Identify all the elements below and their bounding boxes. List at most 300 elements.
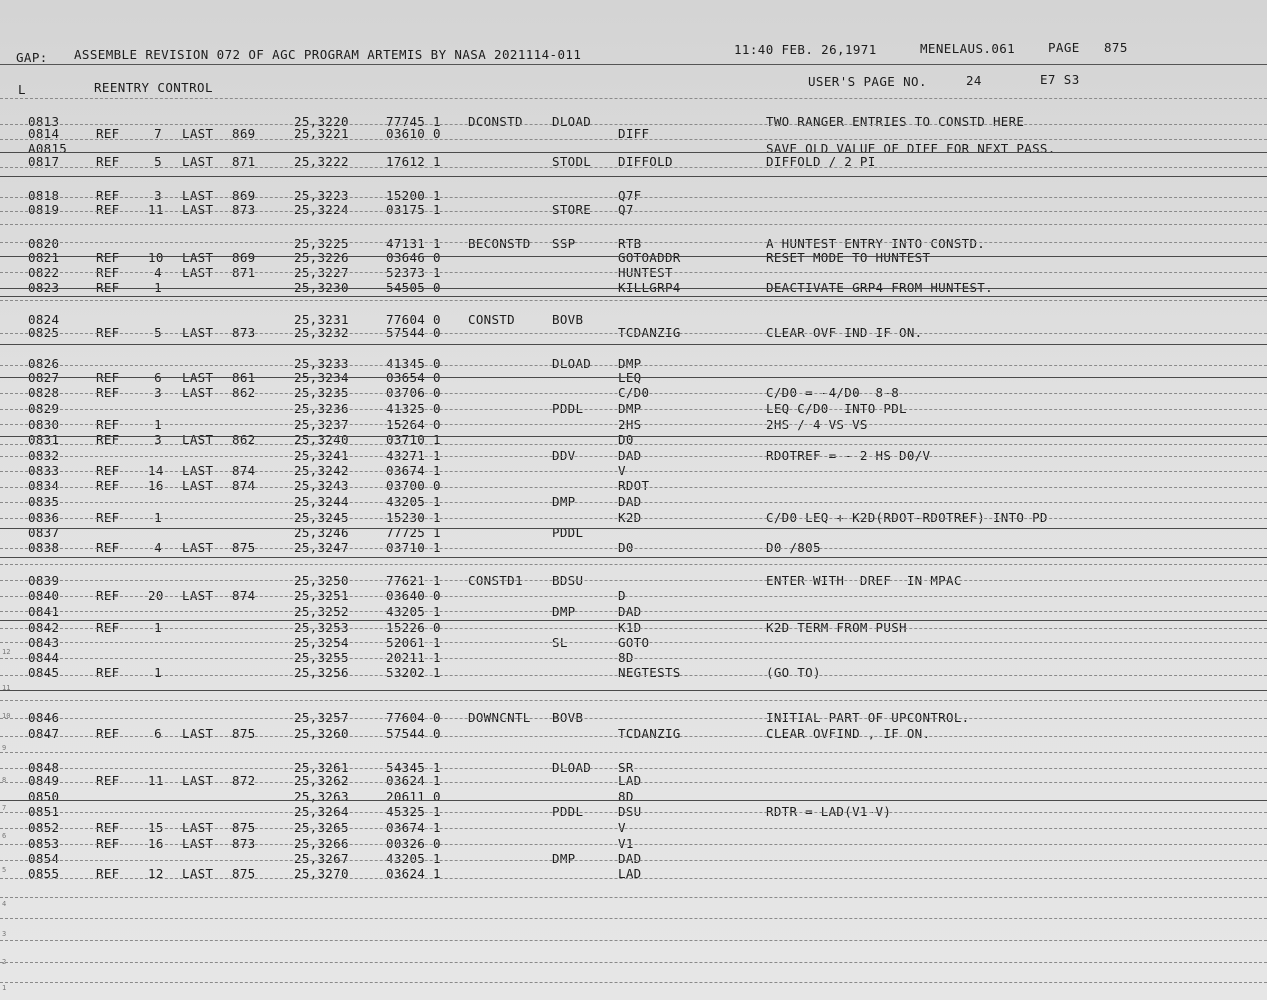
cell-op: BDSU	[552, 573, 584, 588]
group-rule	[0, 528, 1267, 529]
cell-op: PDDL	[552, 401, 584, 416]
cell-line: 0852	[28, 820, 60, 835]
cell-last: LAST	[182, 478, 214, 493]
cell-operand: 2HS	[618, 417, 642, 432]
cell-oct: 03610 0	[386, 126, 441, 141]
cell-oct: 43271 1	[386, 448, 441, 463]
cell-addr: 25,3222	[294, 154, 349, 169]
cell-refn: 3	[154, 432, 162, 447]
cell-operand: DMP	[618, 401, 642, 416]
faint-rule	[0, 752, 1267, 753]
cell-op: SL	[552, 635, 568, 650]
cell-line: 0829	[28, 401, 60, 416]
listing-row	[0, 250, 1267, 265]
cell-line: 0827	[28, 370, 60, 385]
cell-line: 0841	[28, 604, 60, 619]
cell-oct: 20611 0	[386, 789, 441, 804]
cell-addr: 25,3224	[294, 202, 349, 217]
faint-rule	[0, 456, 1267, 457]
section-title: REENTRY CONTROL	[94, 80, 213, 95]
cell-ref: REF	[96, 665, 120, 680]
faint-rule	[0, 518, 1267, 519]
cell-oct: 20211 1	[386, 650, 441, 665]
cell-oct: 45325 1	[386, 804, 441, 819]
cell-addr: 25,3226	[294, 250, 349, 265]
cell-addr: 25,3236	[294, 401, 349, 416]
cell-comment: RESET MODE TO HUNTEST	[766, 250, 931, 265]
cell-operand: K1D	[618, 620, 642, 635]
cell-operand: D0	[618, 432, 634, 447]
cell-oct: 03640 0	[386, 588, 441, 603]
cell-oct: 03674 1	[386, 820, 441, 835]
cell-ref: REF	[96, 510, 120, 525]
cell-oct: 03646 0	[386, 250, 441, 265]
cell-line: 0842	[28, 620, 60, 635]
cell-operand: TCDANZIG	[618, 325, 681, 340]
users-page-label: USER'S PAGE NO.	[808, 74, 927, 89]
cell-line: 0837	[28, 525, 60, 540]
cell-comment: C/D0 = -4/D0 8-8	[766, 385, 900, 400]
faint-rule	[0, 611, 1267, 612]
cell-lastn: 875	[232, 540, 256, 555]
cell-op: PDDL	[552, 525, 584, 540]
faint-rule	[0, 940, 1267, 941]
cell-addr: 25,3252	[294, 604, 349, 619]
cell-last: LAST	[182, 370, 214, 385]
cell-oct: 57544 0	[386, 726, 441, 741]
cell-op: STODL	[552, 154, 592, 169]
cell-addr: 25,3265	[294, 820, 349, 835]
faint-rule	[0, 487, 1267, 488]
faint-rule	[0, 768, 1267, 769]
faint-rule	[0, 124, 1267, 125]
cell-addr: 25,3241	[294, 448, 349, 463]
cell-lastn: 873	[232, 836, 256, 851]
header-l-column: L	[18, 82, 26, 97]
cell-line: 0853	[28, 836, 60, 851]
cell-addr: 25,3261	[294, 760, 349, 775]
cell-oct: 15230 1	[386, 510, 441, 525]
cell-addr: 25,3243	[294, 478, 349, 493]
margin-mark: 3	[2, 930, 7, 938]
cell-addr: 25,3266	[294, 836, 349, 851]
cell-oct: 03654 0	[386, 370, 441, 385]
cell-ref: REF	[96, 417, 120, 432]
cell-last: LAST	[182, 202, 214, 217]
cell-addr: 25,3233	[294, 356, 349, 371]
cell-line: 0813	[28, 114, 60, 129]
cell-line: 0848	[28, 760, 60, 775]
group-rule	[0, 377, 1267, 378]
faint-rule	[0, 167, 1267, 168]
faint-rule	[0, 424, 1267, 425]
cell-comment: (GO TO)	[766, 665, 821, 680]
cell-operand: LEQ	[618, 370, 642, 385]
cell-addr: 25,3244	[294, 494, 349, 509]
cell-refn: 1	[154, 665, 162, 680]
cell-oct: 41345 0	[386, 356, 441, 371]
cell-ref: REF	[96, 250, 120, 265]
cell-lastn: 869	[232, 188, 256, 203]
cell-line: 0819	[28, 202, 60, 217]
cell-addr: 25,3257	[294, 710, 349, 725]
cell-line: 0851	[28, 804, 60, 819]
cell-comment: TWO RANGER ENTRIES TO CONSTD HERE	[766, 114, 1025, 129]
cell-lastn: 874	[232, 463, 256, 478]
cell-refn: 11	[148, 202, 164, 217]
cell-lastn: 873	[232, 325, 256, 340]
cell-addr: 25,3245	[294, 510, 349, 525]
cell-last: LAST	[182, 250, 214, 265]
cell-addr: 25,3232	[294, 325, 349, 340]
cell-last: LAST	[182, 385, 214, 400]
cell-refn: 1	[154, 280, 162, 295]
cell-ref: REF	[96, 202, 120, 217]
faint-rule	[0, 675, 1267, 676]
cell-op: STORE	[552, 202, 592, 217]
cell-operand: DAD	[618, 448, 642, 463]
margin-mark: 12	[2, 648, 11, 656]
cell-addr: 25,3260	[294, 726, 349, 741]
cell-ref: REF	[96, 820, 120, 835]
cell-ref: REF	[96, 188, 120, 203]
cell-operand: SR	[618, 760, 634, 775]
faint-rule	[0, 700, 1267, 701]
cell-comment: CLEAR OVF IND IF ON.	[766, 325, 923, 340]
faint-rule	[0, 502, 1267, 503]
cell-operand: V	[618, 463, 626, 478]
cell-line: 0834	[28, 478, 60, 493]
cell-refn: 6	[154, 370, 162, 385]
cell-comment: ENTER WITH DREF IN MPAC	[766, 573, 962, 588]
cell-refn: 7	[154, 126, 162, 141]
cell-refn: 3	[154, 385, 162, 400]
cell-oct: 03674 1	[386, 463, 441, 478]
faint-rule	[0, 409, 1267, 410]
cell-comment: A HUNTEST ENTRY INTO CONSTD.	[766, 236, 986, 251]
cell-operand: 8D	[618, 650, 634, 665]
cell-refn: 3	[154, 188, 162, 203]
cell-line: 0844	[28, 650, 60, 665]
faint-rule	[0, 718, 1267, 719]
cell-lastn: 871	[232, 265, 256, 280]
faint-rule	[0, 628, 1267, 629]
cell-operand: LAD	[618, 773, 642, 788]
cell-line: 0832	[28, 448, 60, 463]
cell-lastn: 874	[232, 478, 256, 493]
cell-comment: DEACTIVATE GRP4 FROM HUNTEST.	[766, 280, 993, 295]
cell-addr: 25,3221	[294, 126, 349, 141]
cell-ref: REF	[96, 726, 120, 741]
cell-oct: 00326 0	[386, 836, 441, 851]
cell-operand: RTB	[618, 236, 642, 251]
cell-oct: 03700 0	[386, 478, 441, 493]
cell-refn: 10	[148, 250, 164, 265]
faint-rule	[0, 300, 1267, 301]
cell-refn: 4	[154, 265, 162, 280]
cell-ref: REF	[96, 836, 120, 851]
faint-rule	[0, 211, 1267, 212]
header-page-label: PAGE	[1048, 40, 1080, 55]
cell-comment: D0 /805	[766, 540, 821, 555]
faint-rule	[0, 333, 1267, 334]
margin-mark: 11	[2, 684, 11, 692]
group-rule	[0, 256, 1267, 257]
cell-operand: DMP	[618, 356, 642, 371]
cell-ref: REF	[96, 463, 120, 478]
cell-lastn: 874	[232, 588, 256, 603]
cell-label: CONSTD	[468, 312, 515, 327]
group-rule	[0, 436, 1267, 437]
margin-mark: 2	[2, 958, 7, 966]
cell-last: LAST	[182, 540, 214, 555]
cell-addr: 25,3255	[294, 650, 349, 665]
cell-oct: 03710 1	[386, 432, 441, 447]
faint-rule	[0, 365, 1267, 366]
cell-line: 0820	[28, 236, 60, 251]
cell-ref: REF	[96, 588, 120, 603]
cell-refn: 12	[148, 866, 164, 881]
cell-oct: 03706 0	[386, 385, 441, 400]
cell-operand: DAD	[618, 604, 642, 619]
cell-oct: 47131 1	[386, 236, 441, 251]
cell-line: 0828	[28, 385, 60, 400]
cell-lastn: 861	[232, 370, 256, 385]
cell-addr: 25,3267	[294, 851, 349, 866]
cell-line: 0817	[28, 154, 60, 169]
cell-operand: D0	[618, 540, 634, 555]
group-rule	[0, 620, 1267, 621]
cell-operand: LAD	[618, 866, 642, 881]
listing-row	[0, 726, 1267, 741]
margin-mark: 1	[2, 984, 7, 992]
cell-operand: V1	[618, 836, 634, 851]
group-rule	[0, 176, 1267, 177]
cell-ref: REF	[96, 126, 120, 141]
group-rule	[0, 288, 1267, 289]
cell-comment: DIFFOLD / 2 PI	[766, 154, 876, 169]
listing-row	[0, 851, 1267, 866]
cell-addr: 25,3264	[294, 804, 349, 819]
cell-lastn: 875	[232, 726, 256, 741]
cell-lastn: 869	[232, 126, 256, 141]
cell-oct: 57544 0	[386, 325, 441, 340]
cell-operand: V	[618, 820, 626, 835]
cell-addr: 25,3235	[294, 385, 349, 400]
cell-refn: 5	[154, 154, 162, 169]
cell-refn: 1	[154, 510, 162, 525]
cell-last: LAST	[182, 432, 214, 447]
cell-operand: K2D	[618, 510, 642, 525]
cell-ref: REF	[96, 866, 120, 881]
cell-op: SSP	[552, 236, 576, 251]
page-code: E7 S3	[1040, 72, 1080, 87]
cell-operand: 8D	[618, 789, 634, 804]
cell-addr: 25,3263	[294, 789, 349, 804]
faint-rule	[0, 596, 1267, 597]
faint-rule	[0, 642, 1267, 643]
cell-line: 0822	[28, 265, 60, 280]
cell-op: DDV	[552, 448, 576, 463]
cell-line: 0846	[28, 710, 60, 725]
cell-ref: REF	[96, 620, 120, 635]
cell-addr: 25,3247	[294, 540, 349, 555]
cell-op: DLOAD	[552, 760, 592, 775]
cell-operand: NEGTESTS	[618, 665, 681, 680]
cell-oct: 54345 1	[386, 760, 441, 775]
cell-addr: 25,3225	[294, 236, 349, 251]
cell-oct: 15264 0	[386, 417, 441, 432]
header-datetime: 11:40 FEB. 26,1971	[734, 42, 877, 57]
cell-refn: 5	[154, 325, 162, 340]
cell-oct: 77621 1	[386, 573, 441, 588]
faint-rule	[0, 828, 1267, 829]
cell-addr: 25,3254	[294, 635, 349, 650]
cell-line: 0836	[28, 510, 60, 525]
cell-line: 0854	[28, 851, 60, 866]
cell-comment: 2HS / 4 VS VS	[766, 417, 868, 432]
faint-rule	[0, 860, 1267, 861]
faint-rule	[0, 548, 1267, 549]
cell-addr: 25,3251	[294, 588, 349, 603]
cell-oct: 43205 1	[386, 494, 441, 509]
margin-mark: 5	[2, 866, 7, 874]
faint-rule	[0, 918, 1267, 919]
listing-row	[0, 665, 1267, 680]
margin-mark: 6	[2, 832, 7, 840]
cell-line: 0825	[28, 325, 60, 340]
cell-line: 0826	[28, 356, 60, 371]
cell-ref: REF	[96, 370, 120, 385]
cell-addr: 25,3231	[294, 312, 349, 327]
cell-line: 0814	[28, 126, 60, 141]
cell-operand: Q7F	[618, 188, 642, 203]
cell-refn: 1	[154, 417, 162, 432]
cell-line: 0818	[28, 188, 60, 203]
cell-operand: DIFF	[618, 126, 650, 141]
faint-rule	[0, 736, 1267, 737]
cell-operand: C/D0	[618, 385, 650, 400]
faint-rule	[0, 982, 1267, 983]
cell-line: 0821	[28, 250, 60, 265]
faint-rule	[0, 564, 1267, 565]
listing-row	[0, 202, 1267, 217]
cell-addr: 25,3240	[294, 432, 349, 447]
cell-op: DMP	[552, 851, 576, 866]
header-page-number: 875	[1104, 40, 1128, 55]
cell-label: DOWNCNTL	[468, 710, 531, 725]
users-page-number: 24	[966, 73, 982, 88]
faint-rule	[0, 658, 1267, 659]
cell-refn: 14	[148, 463, 164, 478]
faint-rule	[0, 224, 1267, 225]
cell-operand: DAD	[618, 494, 642, 509]
cell-comment: RDTR = LAD(V1-V)	[766, 804, 892, 819]
cell-lastn: 873	[232, 202, 256, 217]
cell-comment: INITIAL PART OF UPCONTROL.	[766, 710, 970, 725]
cell-label: DCONSTD	[468, 114, 523, 129]
cell-ref: REF	[96, 540, 120, 555]
cell-ref: REF	[96, 478, 120, 493]
cell-lastn: 862	[232, 385, 256, 400]
cell-line: 0839	[28, 573, 60, 588]
cell-oct: 03710 1	[386, 540, 441, 555]
cell-line: 0835	[28, 494, 60, 509]
faint-rule	[0, 812, 1267, 813]
cell-op: DLOAD	[552, 114, 592, 129]
cell-last: LAST	[182, 820, 214, 835]
cell-oct: 53202 1	[386, 665, 441, 680]
cell-lastn: 862	[232, 432, 256, 447]
faint-rule	[0, 197, 1267, 198]
listing-row	[0, 789, 1267, 804]
faint-rule	[0, 444, 1267, 445]
faint-rule	[0, 844, 1267, 845]
cell-oct: 03624 1	[386, 773, 441, 788]
cell-operand: DAD	[618, 851, 642, 866]
cell-refn: 4	[154, 540, 162, 555]
cell-ref: REF	[96, 280, 120, 295]
cell-addr: 25,3253	[294, 620, 349, 635]
cell-addr: 25,3262	[294, 773, 349, 788]
cell-last: LAST	[182, 126, 214, 141]
cell-last: LAST	[182, 188, 214, 203]
cell-addr: 25,3220	[294, 114, 349, 129]
faint-rule	[0, 782, 1267, 783]
cell-line: 0855	[28, 866, 60, 881]
cell-last: LAST	[182, 866, 214, 881]
group-rule	[0, 296, 1267, 297]
faint-rule	[0, 897, 1267, 898]
cell-lastn: 871	[232, 154, 256, 169]
group-rule	[0, 344, 1267, 345]
cell-oct: 52373 1	[386, 265, 441, 280]
cell-last: LAST	[182, 726, 214, 741]
cell-ref: REF	[96, 385, 120, 400]
group-rule	[0, 690, 1267, 691]
cell-oct: 15226 0	[386, 620, 441, 635]
cell-operand: D	[618, 588, 626, 603]
cell-operand: GOTO	[618, 635, 650, 650]
header-rule	[0, 64, 1267, 65]
cell-addr: 25,3250	[294, 573, 349, 588]
cell-ref: REF	[96, 432, 120, 447]
cell-line: 0845	[28, 665, 60, 680]
cell-refn: 6	[154, 726, 162, 741]
cell-operand: TCDANZIG	[618, 726, 681, 741]
listing-row	[0, 188, 1267, 203]
cell-lastn: 875	[232, 866, 256, 881]
cell-comment: RDOTREF = - 2 HS D0/V	[766, 448, 931, 463]
cell-oct: 17612 1	[386, 154, 441, 169]
cell-oct: 77604 0	[386, 710, 441, 725]
cell-ref: REF	[96, 325, 120, 340]
cell-op: DMP	[552, 494, 576, 509]
faint-rule	[0, 580, 1267, 581]
cell-addr: 25,3256	[294, 665, 349, 680]
cell-op: BOVB	[552, 312, 584, 327]
cell-refn: 16	[148, 836, 164, 851]
cell-last: LAST	[182, 463, 214, 478]
cell-refn: 15	[148, 820, 164, 835]
cell-operand: GOTOADDR	[618, 250, 681, 265]
cell-oct: 77604 0	[386, 312, 441, 327]
header-title: ASSEMBLE REVISION 072 OF AGC PROGRAM ARTEMIS BY NASA 2021114-011	[74, 47, 582, 62]
listing-row	[0, 356, 1267, 371]
listing-row	[0, 478, 1267, 493]
cell-oct: 15200 1	[386, 188, 441, 203]
cell-last: LAST	[182, 154, 214, 169]
